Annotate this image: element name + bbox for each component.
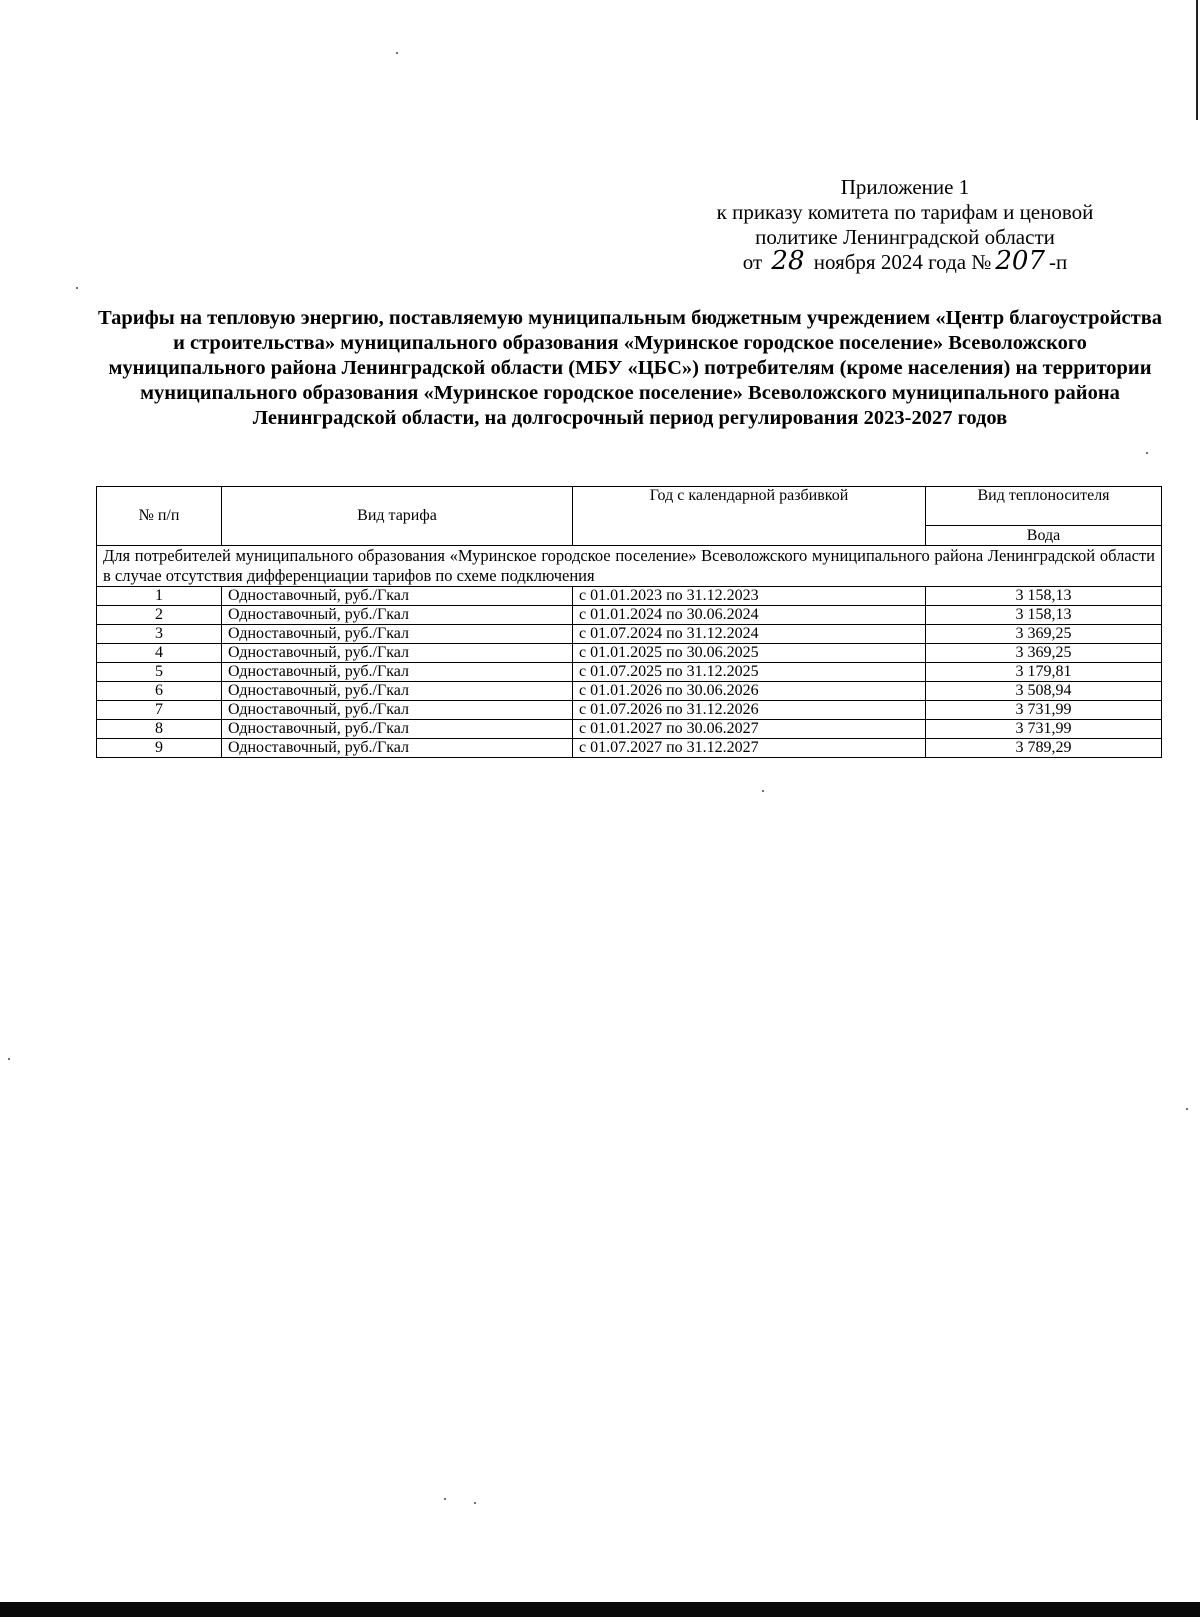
cell-number: 9 xyxy=(97,739,222,758)
cell-number: 5 xyxy=(97,663,222,682)
handwritten-day: 28 xyxy=(771,246,805,276)
table-row xyxy=(97,644,1162,663)
scan-speck xyxy=(1186,1108,1188,1110)
document-title: Тарифы на тепловую энергию, поставляемую муниципальным бюджетным учреждением «Центр благоустройства и строительства» муниципального образования «Муринское городское поселение» Всеволожского муниципального района Ленинградской области (МБУ «ЦБС») потребителям (кроме населения) на территории муниципального образования «Муринское городское поселение» Всеволожского муниципального района Ленинградской области, на долгосрочный период регулирования 2023-2027 годов xyxy=(97,307,1163,429)
table-row xyxy=(97,625,1162,644)
cell-period: с 01.01.2025 по 30.06.2025 xyxy=(573,644,926,663)
cell-period: с 01.07.2025 по 31.12.2025 xyxy=(573,663,926,682)
cell-tariff-type: Одноставочный, руб./Гкал xyxy=(222,587,573,606)
handwritten-order-number: 207 xyxy=(995,246,1046,276)
cell-period: с 01.07.2026 по 31.12.2026 xyxy=(573,701,926,720)
appendix-date-line xyxy=(640,246,1170,276)
date-prefix: от xyxy=(742,250,763,274)
cell-tariff-type: Одноставочный, руб./Гкал xyxy=(222,644,573,663)
cell-value: 3 731,99 xyxy=(926,720,1162,739)
cell-period: с 01.07.2027 по 31.12.2027 xyxy=(573,739,926,758)
cell-value: 3 179,81 xyxy=(926,663,1162,682)
cell-number: 6 xyxy=(97,682,222,701)
cell-tariff-type: Одноставочный, руб./Гкал xyxy=(222,701,573,720)
cell-value: 3 369,25 xyxy=(926,644,1162,663)
header-number: № п/п xyxy=(97,487,222,546)
group-row xyxy=(97,546,1162,587)
scan-edge-line xyxy=(1196,0,1198,120)
tariff-table xyxy=(96,486,1162,758)
cell-value: 3 731,99 xyxy=(926,701,1162,720)
scan-speck xyxy=(1146,452,1148,454)
cell-period: с 01.01.2024 по 30.06.2024 xyxy=(573,606,926,625)
cell-tariff-type: Одноставочный, руб./Гкал xyxy=(222,625,573,644)
cell-number: 1 xyxy=(97,587,222,606)
cell-tariff-type: Одноставочный, руб./Гкал xyxy=(222,606,573,625)
cell-number: 7 xyxy=(97,701,222,720)
cell-period: с 01.01.2027 по 30.06.2027 xyxy=(573,720,926,739)
scan-speck xyxy=(474,1502,476,1504)
scan-speck xyxy=(76,287,78,289)
cell-period: с 01.07.2024 по 31.12.2024 xyxy=(573,625,926,644)
cell-value: 3 158,13 xyxy=(926,587,1162,606)
cell-tariff-type: Одноставочный, руб./Гкал xyxy=(222,720,573,739)
group-label: Для потребителей муниципального образования «Муринское городское поселение» Всеволожского муниципального района Ленинградской области в случае отсутствия дифференциации тарифов по схеме подключения xyxy=(97,546,1162,587)
cell-value: 3 369,25 xyxy=(926,625,1162,644)
appendix-line-3: политике Ленинградской области xyxy=(755,225,1055,249)
scan-speck xyxy=(8,1058,10,1060)
appendix-line-2: к приказу комитета по тарифам и ценовой xyxy=(716,200,1094,224)
order-suffix: -п xyxy=(1049,250,1068,274)
appendix-header xyxy=(640,175,1170,275)
cell-tariff-type: Одноставочный, руб./Гкал xyxy=(222,739,573,758)
cell-number: 2 xyxy=(97,606,222,625)
cell-number: 4 xyxy=(97,644,222,663)
table-row xyxy=(97,682,1162,701)
cell-value: 3 508,94 xyxy=(926,682,1162,701)
scan-bottom-edge xyxy=(0,1602,1200,1617)
cell-value: 3 158,13 xyxy=(926,606,1162,625)
table-row xyxy=(97,739,1162,758)
cell-period: с 01.01.2026 по 30.06.2026 xyxy=(573,682,926,701)
scan-speck xyxy=(762,790,764,792)
table-row xyxy=(97,663,1162,682)
cell-value: 3 789,29 xyxy=(926,739,1162,758)
cell-number: 3 xyxy=(97,625,222,644)
scan-speck xyxy=(396,52,398,54)
table-row xyxy=(97,720,1162,739)
scan-speck xyxy=(444,1498,446,1500)
table-row xyxy=(97,606,1162,625)
header-carrier-water: Вода xyxy=(926,526,1162,546)
cell-tariff-type: Одноставочный, руб./Гкал xyxy=(222,663,573,682)
table-row xyxy=(97,587,1162,606)
cell-period: с 01.01.2023 по 31.12.2023 xyxy=(573,587,926,606)
table-row xyxy=(97,701,1162,720)
header-period: Год с календарной разбивкой xyxy=(573,487,926,546)
header-tariff-type: Вид тарифа xyxy=(222,487,573,546)
cell-number: 8 xyxy=(97,720,222,739)
appendix-title: Приложение 1 xyxy=(840,175,970,199)
cell-tariff-type: Одноставочный, руб./Гкал xyxy=(222,682,573,701)
date-rest: ноября 2024 года № xyxy=(813,250,992,274)
header-carrier: Вид теплоносителя xyxy=(926,487,1162,526)
